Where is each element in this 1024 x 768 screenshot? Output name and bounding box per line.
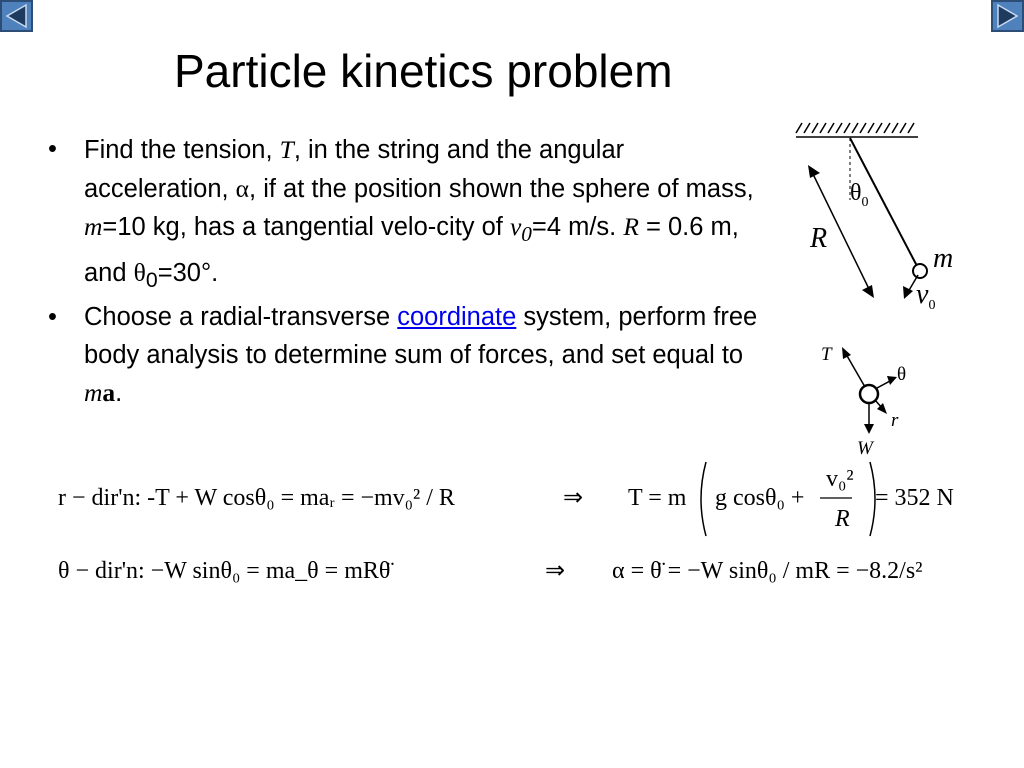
tension-arrow-line xyxy=(846,354,865,387)
weight-arrow-head-icon xyxy=(864,424,874,434)
var-T: T xyxy=(279,135,294,164)
m-label: m xyxy=(933,243,954,274)
var-theta-sub: 0 xyxy=(145,267,158,292)
var-R: R xyxy=(623,212,639,241)
var-v-sub: 0 xyxy=(521,222,532,247)
prev-arrow-icon xyxy=(0,0,34,33)
transverse-arrow-line xyxy=(877,381,890,388)
var-m: m xyxy=(84,212,103,241)
tension-equation-middle: g cosθ₀ + xyxy=(715,485,805,511)
var-a: a xyxy=(102,378,116,408)
bullet-text: system, perform free body analysis to determine sum of forces, and set equal to xyxy=(84,303,758,369)
bullet-text: = 0.6 m, and xyxy=(84,213,739,287)
tension-arrow-head-icon xyxy=(842,347,851,359)
tension-fraction-numerator: v₀² xyxy=(826,466,854,492)
v0-label: $v_0$ xyxy=(916,279,936,313)
next-arrow-icon xyxy=(990,0,1024,33)
bullet-text: =30°. xyxy=(157,258,219,287)
pendulum-figure xyxy=(790,115,970,315)
bullet-dot: • xyxy=(48,303,57,332)
var-m: m xyxy=(84,378,103,408)
bullet-text: , if at the position shown the sphere of mass, xyxy=(249,174,754,203)
bullet-item-problem xyxy=(48,131,768,299)
bullet-dot: • xyxy=(48,135,57,163)
bullet-item-method xyxy=(48,299,768,413)
free-body-diagram xyxy=(815,338,925,463)
fbd-theta-label: θ xyxy=(897,364,907,385)
var-theta: θ xyxy=(133,257,146,287)
fbd-T-label: T xyxy=(821,344,832,365)
fbd-r-label: r xyxy=(891,410,899,431)
theta0-label: $\theta_0$ xyxy=(850,180,869,210)
implies-arrow-1: ⇒ xyxy=(563,485,584,511)
tension-result: = 352 N xyxy=(875,485,954,511)
bullet-text: , in the string and the angular acceleration, xyxy=(84,136,625,203)
bullet-text: . xyxy=(115,379,123,408)
slide-title: Particle kinetics problem xyxy=(174,45,673,97)
transverse-equation-lhs: θ − dir'n: −W sinθ₀ = ma_θ = mRθ̈ xyxy=(58,558,391,584)
bullet-text: =10 kg, has a tangential velo-city of xyxy=(102,213,510,241)
bullet-list xyxy=(48,131,768,413)
ceiling-hatch xyxy=(796,123,918,137)
bullet-text: =4 m/s. xyxy=(531,213,624,241)
bullet-text: Find the tension, xyxy=(84,136,280,164)
tension-equation-start: T = m xyxy=(628,485,687,511)
R-label: R xyxy=(810,223,828,254)
transverse-arrow-head-icon xyxy=(887,376,897,385)
angular-acceleration-result: α = θ̈ = −W sinθ₀ / mR = −8.2/s² xyxy=(612,558,923,584)
bullet-text: Choose a radial-transverse xyxy=(84,303,398,332)
tension-fraction-denominator: R xyxy=(835,506,850,532)
coordinate-link[interactable]: coordinate xyxy=(397,303,517,332)
sphere-mass xyxy=(913,264,927,278)
var-v: v xyxy=(509,212,522,241)
var-alpha: α xyxy=(235,173,250,203)
fbd-W-label: W xyxy=(857,438,873,459)
previous-slide-button[interactable] xyxy=(0,0,34,33)
velocity-arrow-head-icon xyxy=(903,286,913,299)
next-slide-button[interactable] xyxy=(990,0,1024,33)
implies-arrow-2: ⇒ xyxy=(545,558,566,584)
radial-equation-lhs: r − dir'n: -T + W cosθ₀ = maᵣ = −mv₀² / R xyxy=(58,485,455,511)
